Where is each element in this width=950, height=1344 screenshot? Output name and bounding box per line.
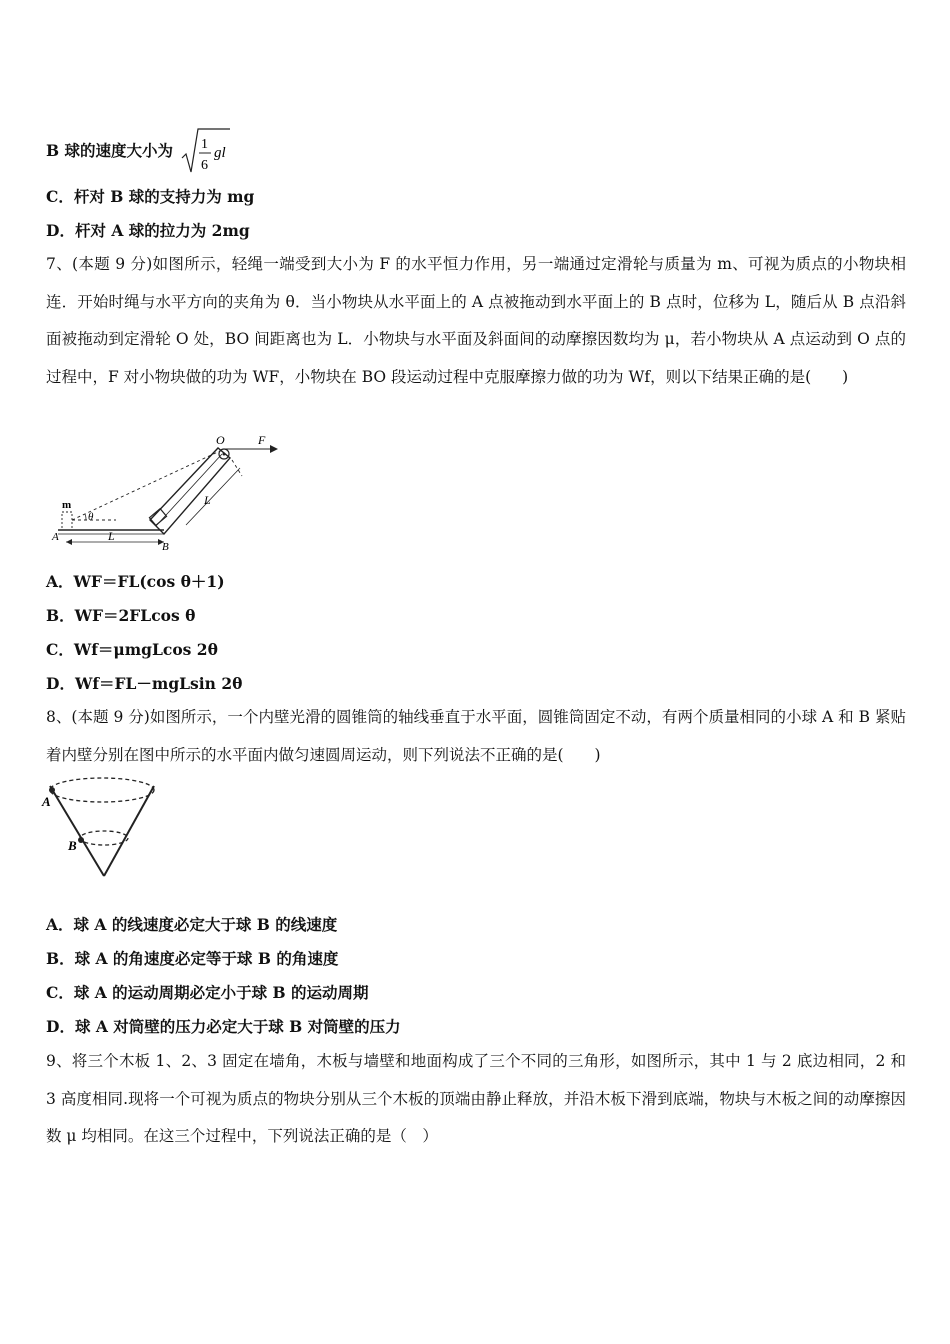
- q8-fig-label-b: B: [68, 838, 77, 853]
- q7-option-a: A．WF＝FL(cos θ＋1): [46, 572, 225, 591]
- q8-option-c: C．球 A 的运动周期必定小于球 B 的运动周期: [46, 983, 369, 1002]
- q7-option-d: D．Wf＝FL－mgLsin 2θ: [46, 674, 243, 693]
- q8-cone-figure: [40, 776, 170, 881]
- q7-fig-label-m: m: [62, 499, 72, 511]
- q6-option-b-formula: [180, 126, 232, 178]
- q9-stem: 9、将三个木板 1、2、3 固定在墙角，木板与墙壁和地面构成了三个不同的三角形，如图所示，其中 1 与 2 底边相同，2 和 3 高度相同.现将一个可视为质点的物块分别从三个木板的顶端由静止释放，并沿木板下滑到底端，物块与木板之间的动摩擦因数 μ 均相同。在这三个过程中，下列说法正确的是（ ）: [46, 1052, 906, 1145]
- q7-fig-label-a: A: [52, 531, 59, 543]
- q7-fig-label-f: F: [258, 433, 266, 447]
- q7-option-b: B．WF＝2FLcos θ: [46, 606, 196, 625]
- q8-option-b: B．球 A 的角速度必定等于球 B 的角速度: [46, 949, 339, 968]
- q8-stem: 8、(本题 9 分)如图所示，一个内壁光滑的圆锥筒的轴线垂直于水平面，圆锥筒固定不动，有两个质量相同的小球 A 和 B 紧贴着内壁分别在图中所示的水平面内做匀速圆周运动，则下列说法不正确的是( ): [46, 708, 906, 764]
- q8-fig-label-a: A: [42, 794, 51, 809]
- q6-option-d: D．杆对 A 球的拉力为 2mg: [46, 221, 250, 240]
- q7-fig-label-l-slope: L: [204, 493, 211, 507]
- q7-pulley-figure: [46, 430, 286, 555]
- q7-fig-label-theta: θ: [88, 511, 94, 523]
- q7-fig-label-b: B: [162, 541, 169, 553]
- q6-option-b-text: B 球的速度大小为: [46, 141, 173, 160]
- q6-formula-numerator: 1: [200, 137, 208, 152]
- q6-option-c: C．杆对 B 球的支持力为 mg: [46, 187, 255, 206]
- q8-option-a: A．球 A 的线速度必定大于球 B 的线速度: [46, 915, 338, 934]
- q6-formula-tail: gl: [213, 145, 226, 161]
- q6-option-b: [46, 126, 232, 178]
- q7-fig-label-l-base: L: [108, 529, 115, 543]
- q7-fig-label-o: O: [216, 433, 225, 447]
- q7-option-c: C．Wf＝μmgLcos 2θ: [46, 640, 218, 659]
- q7-stem: 7、(本题 9 分)如图所示，轻绳一端受到大小为 F 的水平恒力作用，另一端通过定滑轮与质量为 m、可视为质点的小物块相连．开始时绳与水平方向的夹角为 θ．当小物块从水平面上的 A 点被拖动到水平面上的 B 点时，位移为 L，随后从 B 点沿斜面被拖动到定滑轮 O 处，BO 间距离也为 L．小物块与水平面及斜面间的动摩擦因数均为 μ，若小物块从 A 点运动到 O 点的过程中，F 对小物块做的功为 WF，小物块在 BO 段运动过程中克服摩擦力做的功为 Wf，则以下结果正确的是( ): [46, 255, 906, 386]
- q6-formula-denominator: 6: [200, 158, 208, 173]
- q8-option-d: D．球 A 对筒壁的压力必定大于球 B 对筒壁的压力: [46, 1017, 401, 1036]
